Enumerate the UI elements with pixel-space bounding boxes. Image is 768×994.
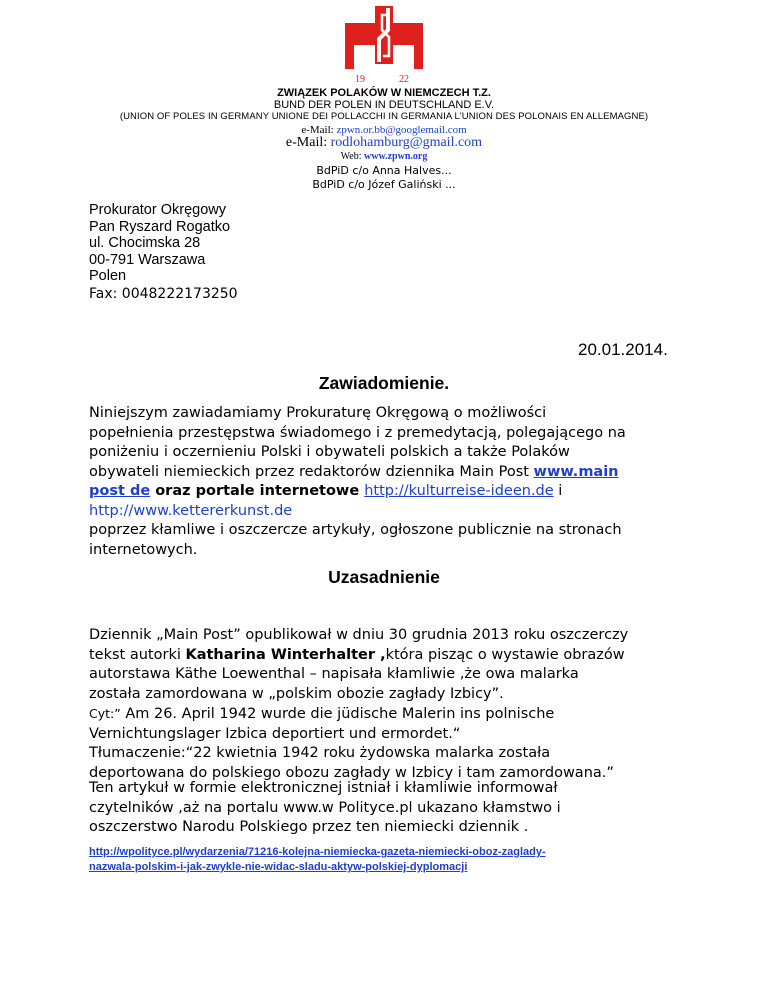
recipient-address	[89, 202, 238, 302]
web-label: Web:	[340, 151, 364, 162]
email-1-link[interactable]: zpwn.or.bb@googlemail.com	[336, 124, 467, 136]
wpolityce-link-line-1[interactable]: http://wpolityce.pl/wydarzenia/71216-kolejna-niemiecka-gazeta-niemiecki-oboz-zaglady-	[89, 846, 546, 858]
header-org-union: (UNION OF POLES IN GERMANY UNIONE DEI POLLACCHI IN GERMANIA L'UNION DES POLONAIS EN ALLEMAGNE)	[119, 111, 649, 122]
p3-line-1: Ten artykuł w formie elektronicznej istniał i kłamliwie informował	[89, 780, 558, 796]
recipient-line-2: Pan Ryszard Rogatko	[89, 218, 231, 235]
header-branch-2: BdPiD c/o Józef Galiński ...	[312, 178, 456, 191]
recipient-line-1: Prokurator Okręgowy	[89, 202, 226, 218]
p2-line-3: autorstawa Käthe Loewenthal – napisała kłamliwie ,że owa malarka	[89, 666, 579, 682]
email-2-label: e-Mail:	[285, 135, 331, 150]
p1-line-2: popełnienia przestępstwa świadomego i z premedytacją, polegającego na	[89, 424, 626, 441]
kettererkunst-link[interactable]: http://www.kettererkunst.de	[89, 502, 293, 519]
paragraph-justification	[89, 626, 689, 783]
p2-line-4: została zamordowana w „polskim obozie zagłady Izbicy”.	[89, 685, 504, 702]
mainpost-link-part-1[interactable]: www.main	[533, 463, 619, 480]
p2-line-6: Vernichtungslager Izbica deportiert und ermordet.“	[89, 725, 461, 742]
p1-line-5-text: oraz portale internetowe	[150, 483, 365, 499]
kulturreise-link[interactable]: http://kulturreise-ideen.de	[364, 483, 554, 499]
p1-line-4-text: obywateli niemieckich przez redaktorów dziennika Main Post	[89, 463, 534, 480]
p1-line-5-end: i	[553, 483, 563, 499]
p2-line-1: Dziennik „Main Post” opublikował w dniu 30 grudnia 2013 roku oszczerczy	[89, 627, 629, 643]
p3-line-2: czytelników ,aż na portalu www.w Polityce.pl ukazano kłamstwo i	[89, 799, 561, 816]
wpolityce-link-line-2[interactable]: nazwala-polskim-i-jak-zwykle-nie-widac-sladu-aktyw-polskiej-dyplomacji	[89, 861, 468, 873]
p2-line-2-c: która pisząc o wystawie obrazów	[385, 646, 625, 663]
organization-logo	[343, 6, 425, 86]
wpolityce-link[interactable]	[89, 845, 546, 875]
p1-line-1: Niniejszym zawiadamiamy Prokuraturę Okręgową o możliwości	[89, 405, 547, 421]
email-2-link[interactable]: rodlohamburg@gmail.com	[330, 135, 483, 150]
p1-line-7: poprzez kłamliwe i oszczercze artykuły, ogłoszone publicznie na stronach	[89, 522, 622, 538]
paragraph-article	[89, 779, 689, 838]
letter-date: 20.01.2014.	[578, 340, 668, 359]
p2-author-name: Katharina Winterhalter ,	[185, 646, 386, 663]
header-website	[0, 151, 768, 162]
p1-line-4	[89, 463, 689, 483]
mainpost-link-part-2[interactable]: post de	[89, 483, 151, 499]
p2-line-2-a: tekst autorki	[89, 646, 186, 663]
recipient-line-3: ul. Chocimska 28	[89, 235, 201, 251]
p3-line-3: oszczerstwo Narodu Polskiego przez ten niemiecki dziennik .	[89, 819, 529, 835]
p1-line-6	[89, 502, 689, 522]
section-title-justification: Uzasadnienie	[328, 567, 440, 587]
p2-line-8: deportowana do polskiego obozu zagłady w Izbicy i tam zamordowana.”	[89, 764, 614, 781]
p2-line-2	[89, 646, 689, 666]
p1-line-8: internetowych.	[89, 541, 198, 558]
recipient-line-4: 00-791 Warszawa	[89, 251, 206, 268]
header-branch-1: BdPiD c/o Anna Halves...	[316, 164, 452, 177]
recipient-fax: Fax: 0048222173250	[89, 285, 238, 302]
p1-line-3: poniżeniu i oczernieniu Polski i obywateli polskich a także Polaków	[89, 444, 570, 460]
header-email-2	[0, 135, 768, 151]
recipient-line-5: Polen	[89, 268, 127, 284]
logo-left-bar	[345, 23, 354, 69]
logo-year-right: 22	[399, 74, 409, 85]
logo-right-bar	[414, 23, 423, 69]
p2-line-5	[89, 704, 689, 725]
header-org-german: BUND DER POLEN IN DEUTSCHLAND E.V.	[273, 99, 495, 111]
p2-line-5-text: Am 26. April 1942 wurde die jüdische Malerin ins polnische	[120, 706, 555, 722]
logo-year-left: 19	[355, 74, 365, 85]
section-title-notification: Zawiadomienie.	[318, 373, 450, 393]
p2-quote-label: Cyt:”	[89, 706, 121, 721]
email-1-label: e-Mail:	[301, 124, 337, 136]
p1-line-5	[89, 482, 689, 502]
p2-line-7: Tłumaczenie:“22 kwietnia 1942 roku żydowska malarka została	[89, 745, 551, 761]
header-org-polish: ZWIĄZEK POLAKÓW W NIEMCZECH T.Z.	[277, 87, 491, 99]
paragraph-notification	[89, 404, 689, 560]
web-link[interactable]: www.zpwn.org	[364, 151, 428, 162]
